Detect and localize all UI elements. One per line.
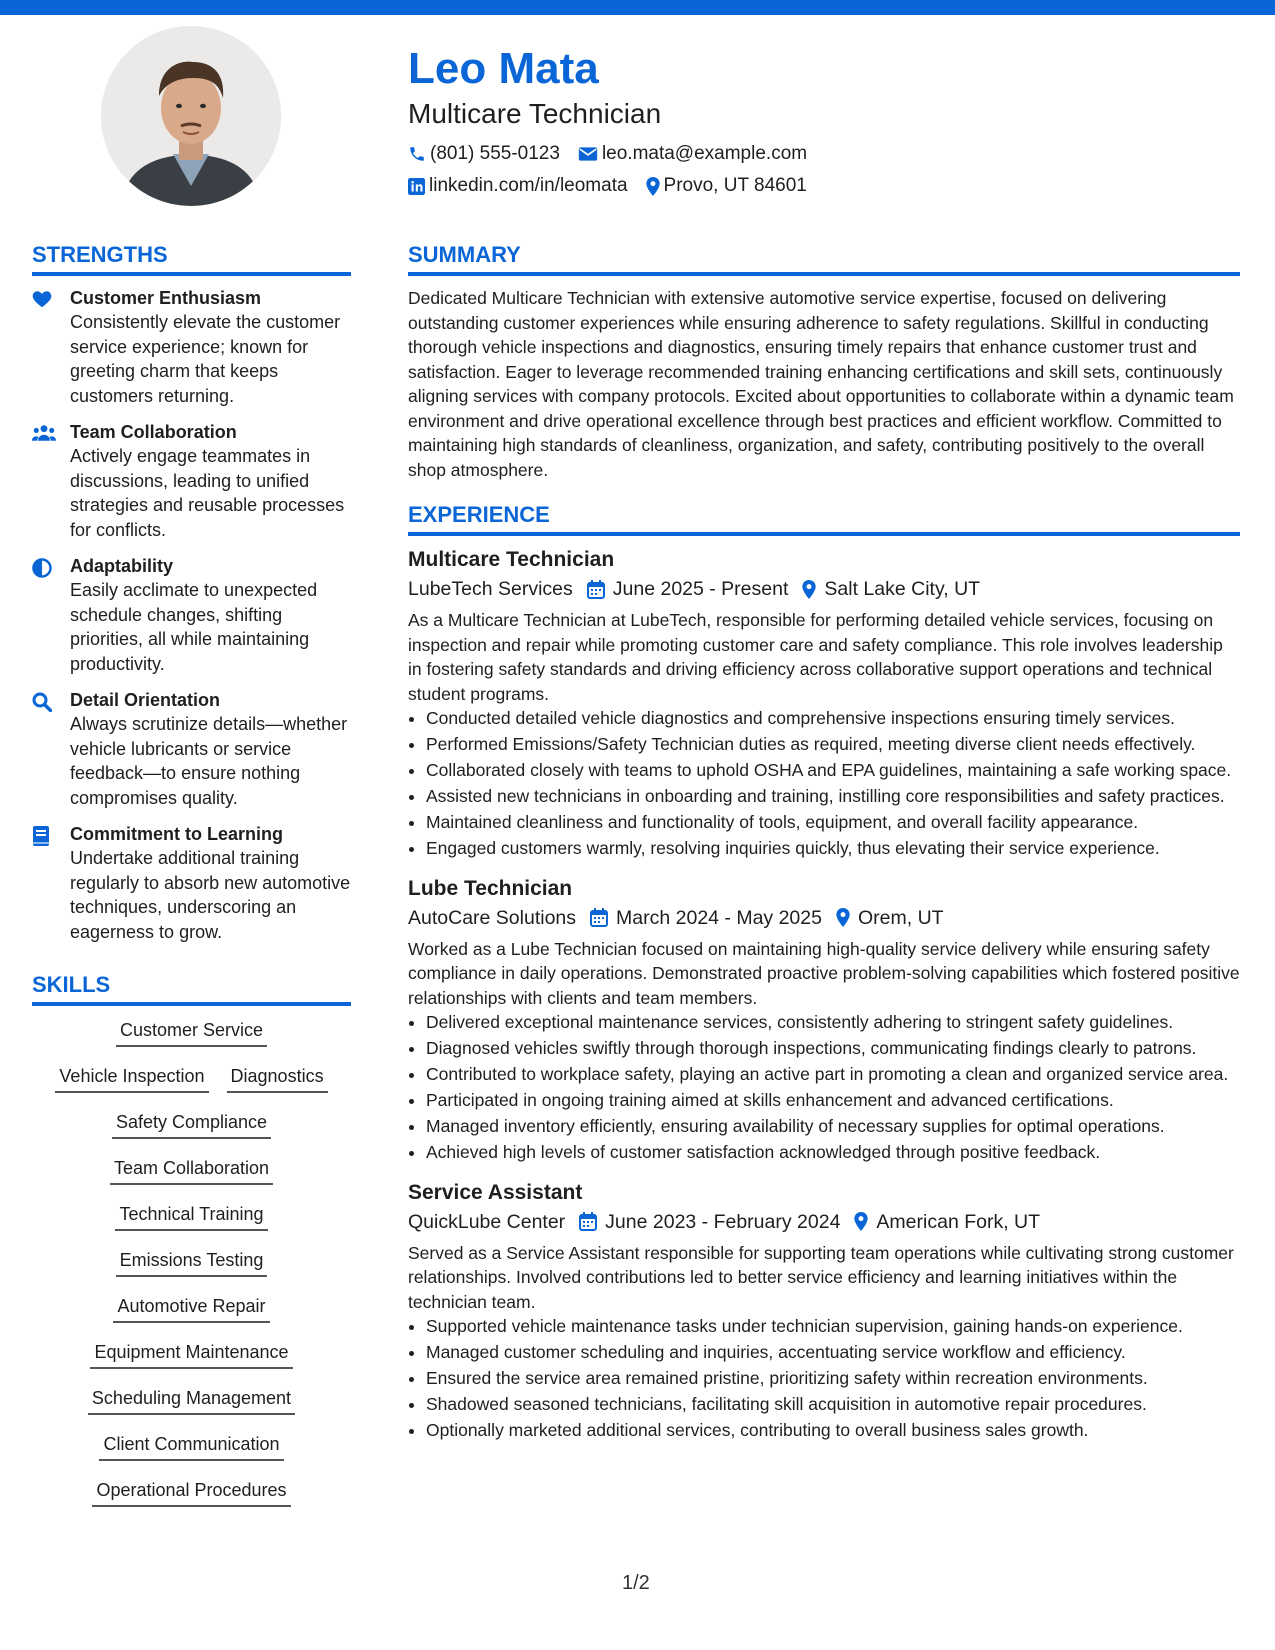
- company-name: QuickLube Center: [408, 1210, 566, 1233]
- job-description: Worked as a Lube Technician focused on maintaining high-quality service delivery while ensuring safety compliance in daily operations. Demonstrated proactive problem-solving capabilities which fostered positive relationships with clients and team members.: [408, 938, 1240, 1008]
- job-entry: [408, 1179, 1240, 1443]
- job-bullet: • Participated in ongoing training aimed at skills enhancement and advanced certifications.: [426, 1088, 1240, 1113]
- strength-item: [32, 822, 351, 944]
- skill-tag: Customer Service: [116, 1016, 267, 1047]
- job-bullet: • Managed customer scheduling and inquiries, accentuating service workflow and efficiency.: [426, 1340, 1240, 1365]
- phone-contact[interactable]: [408, 138, 560, 170]
- phone-text: (801) 555-0123: [430, 143, 560, 164]
- skill-tag: Diagnostics: [227, 1062, 328, 1093]
- job-title: Multicare Technician: [408, 548, 615, 571]
- strength-desc: Always scrutinize details—whether vehicle lubricants or service feedback—to ensure nothing compromises quality.: [70, 714, 348, 808]
- strength-title: Customer Enthusiasm: [70, 288, 262, 308]
- strengths-heading: STRENGTHS: [32, 240, 351, 276]
- skill-tag: Operational Procedures: [92, 1476, 290, 1507]
- strength-item: [32, 688, 351, 810]
- job-location: Orem, UT: [857, 906, 944, 929]
- skill-tag: Client Communication: [99, 1430, 283, 1461]
- users-icon: [32, 424, 56, 442]
- search-icon: [32, 692, 52, 712]
- strength-item: [32, 286, 351, 408]
- strength-desc: Actively engage teammates in discussions, leading to unified strategies and reusable processes for conflicts.: [70, 446, 345, 540]
- job-dates: March 2024 - May 2025: [616, 906, 822, 929]
- job-bullet: • Maintained cleanliness and functionality of tools, equipment, and overall facility appearance.: [426, 810, 1240, 835]
- top-accent-bar: [0, 0, 1275, 15]
- job-title: Lube Technician: [408, 876, 573, 900]
- job-bullet: • Supported vehicle maintenance tasks under technician supervision, gaining hands-on experience.: [426, 1314, 1240, 1339]
- skill-tag: Team Collaboration: [110, 1154, 273, 1185]
- resume-header: [408, 42, 1228, 202]
- heart-icon: [32, 290, 52, 308]
- skill-tag: Scheduling Management: [88, 1384, 295, 1415]
- skill-tag: Vehicle Inspection: [55, 1062, 208, 1093]
- location-contact: [646, 170, 807, 202]
- calendar-icon: [590, 908, 608, 927]
- job-bullet: • Shadowed seasoned technicians, facilitating skill acquisition in automotive repair procedures.: [426, 1392, 1240, 1417]
- email-text: leo.mata@example.com: [601, 143, 808, 164]
- experience-heading: EXPERIENCE: [408, 500, 1240, 536]
- skills-heading: SKILLS: [32, 970, 351, 1006]
- job-bullet: • Collaborated closely with teams to uphold OSHA and EPA guidelines, maintaining a safe working space.: [426, 758, 1240, 783]
- left-column: [32, 240, 351, 1522]
- contrast-icon: [32, 558, 52, 578]
- right-column: [408, 240, 1240, 1457]
- map-pin-icon: [802, 580, 816, 599]
- candidate-name: Leo Mata: [408, 44, 599, 93]
- job-bullet: • Achieved high levels of customer satisfaction acknowledged through positive feedback.: [426, 1140, 1240, 1165]
- job-bullet: • Optionally marketed additional services, contributing to overall business sales growth.: [426, 1418, 1240, 1443]
- job-description: As a Multicare Technician at LubeTech, responsible for performing detailed vehicle services, focusing on inspection and repair while promoting customer care and safety compliance. This role involves leadership in fostering safety standards and driving efficiency across collaborative support operations and technical student programs.: [408, 610, 1223, 704]
- envelope-icon: [578, 146, 598, 162]
- map-pin-icon: [854, 1212, 868, 1231]
- summary-text: Dedicated Multicare Technician with extensive automotive service expertise, focused on delivering outstanding customer experiences while ensuring adherence to safety regulations. Skillful in conducting thorough vehicle inspections and diagnostics, ensuring timely repairs that enhance customer trust and satisfaction. Eager to leverage recommended training enhancing certifications and skill sets, continuously aligning services with company protocols. Excited about opportunities to collaborate within a dynamic team environment and drive operational excellence through best practices and efficient workflow. Committed to maintaining high standards of cleanliness, organization, and safety, contributing positively to the overall shop atmosphere.: [408, 288, 1234, 480]
- strength-title: Commitment to Learning: [70, 824, 284, 844]
- map-pin-icon: [646, 177, 660, 196]
- book-icon: [32, 826, 50, 846]
- skill-tag: Technical Training: [115, 1200, 267, 1231]
- location-text: Provo, UT 84601: [663, 175, 807, 196]
- job-description: Served as a Service Assistant responsible for supporting team operations while cultivating strong customer relationships. Involved contributions led to better service efficiency and learning initiatives within the technician team.: [408, 1242, 1234, 1312]
- skill-tag: Emissions Testing: [116, 1246, 268, 1277]
- profile-photo: [101, 26, 281, 206]
- strength-title: Detail Orientation: [70, 690, 221, 710]
- job-dates: June 2025 - Present: [612, 578, 789, 600]
- page-number: 1/2: [622, 1572, 650, 1594]
- strength-item: [32, 554, 351, 676]
- skill-tag: Equipment Maintenance: [90, 1338, 292, 1369]
- calendar-icon: [579, 1212, 597, 1231]
- job-bullet: • Diagnosed vehicles swiftly through thorough inspections, communicating findings clearly to patrons.: [426, 1036, 1240, 1061]
- job-entry: [408, 546, 1240, 861]
- skill-tag: Safety Compliance: [112, 1108, 271, 1139]
- strength-desc: Undertake additional training regularly to absorb new automotive techniques, underscoring an eagerness to grow.: [70, 848, 351, 942]
- linkedin-icon: [408, 178, 425, 195]
- job-bullet: • Engaged customers warmly, resolving inquiries quickly, thus elevating their service experience.: [426, 836, 1240, 861]
- job-location: Salt Lake City, UT: [824, 578, 981, 600]
- job-bullet: • Assisted new technicians in onboarding and training, instilling core responsibilities and safety practices.: [426, 784, 1240, 809]
- job-title: Service Assistant: [408, 1180, 583, 1204]
- job-bullet: • Managed inventory efficiently, ensuring availability of necessary supplies for optimal operations.: [426, 1114, 1240, 1139]
- job-bullet: • Ensured the service area remained pristine, prioritizing safety within recreation environments.: [426, 1366, 1240, 1391]
- job-bullet: • Performed Emissions/Safety Technician duties as required, meeting diverse client needs effectively.: [426, 732, 1240, 757]
- strength-desc: Easily acclimate to unexpected schedule changes, shifting priorities, all while maintaining productivity.: [70, 580, 318, 674]
- phone-icon: [408, 145, 426, 163]
- company-name: AutoCare Solutions: [408, 906, 577, 929]
- job-dates: June 2023 - February 2024: [605, 1210, 841, 1233]
- summary-heading: SUMMARY: [408, 240, 1240, 276]
- strength-title: Team Collaboration: [70, 422, 237, 442]
- linkedin-contact[interactable]: [408, 170, 628, 202]
- company-name: LubeTech Services: [408, 578, 573, 600]
- job-location: American Fork, UT: [876, 1210, 1041, 1233]
- job-bullet: • Contributed to workplace safety, playing an active part in promoting a clean and organized service area.: [426, 1062, 1240, 1087]
- job-bullet: • Delivered exceptional maintenance services, consistently adhering to stringent safety guidelines.: [426, 1010, 1240, 1035]
- job-entry: [408, 875, 1240, 1165]
- calendar-icon: [587, 580, 605, 599]
- strength-title: Adaptability: [70, 556, 174, 576]
- email-contact[interactable]: [578, 138, 807, 170]
- strength-item: [32, 420, 351, 542]
- job-bullet: • Conducted detailed vehicle diagnostics and comprehensive inspections ensuring timely services.: [426, 706, 1240, 731]
- map-pin-icon: [836, 908, 850, 927]
- candidate-title: Multicare Technician: [408, 98, 662, 129]
- strength-desc: Consistently elevate the customer service experience; known for greeting charm that keeps customers returning.: [70, 312, 341, 406]
- skill-tag: Automotive Repair: [113, 1292, 269, 1323]
- linkedin-text: linkedin.com/in/leomata: [429, 175, 628, 196]
